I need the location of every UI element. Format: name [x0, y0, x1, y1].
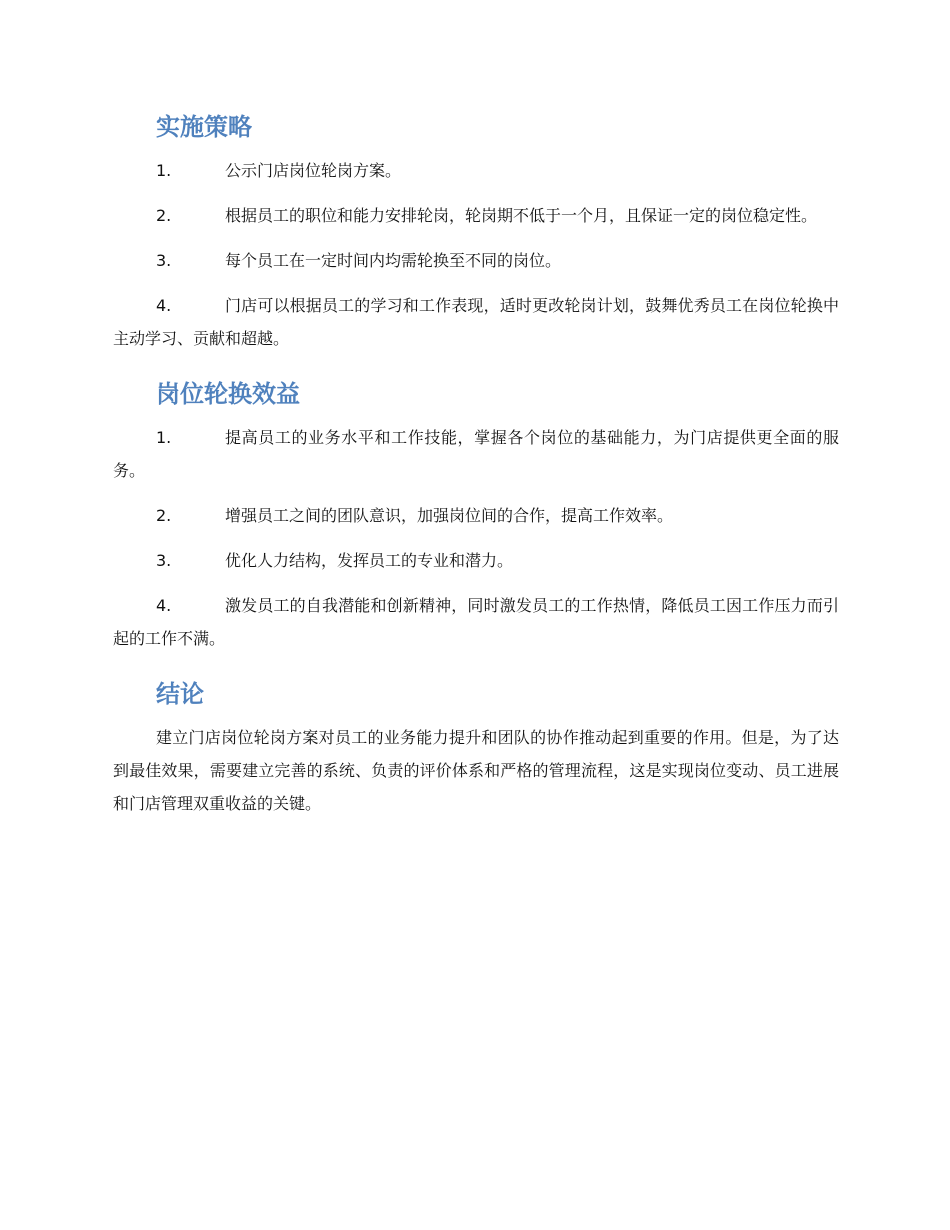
- list-item-number: 3.: [156, 251, 172, 270]
- list-item: [113, 499, 839, 532]
- list-item-text: 激发员工的自我潜能和创新精神，同时激发员工的工作热情，降低员工因工作压力而引起的工作不满。: [113, 596, 839, 648]
- section-heading: 实施策略: [156, 113, 252, 141]
- list-item-number: 4.: [156, 596, 172, 615]
- list-item-number: 1.: [156, 161, 172, 180]
- list-item-number: 2.: [156, 506, 172, 525]
- list-item: [113, 244, 839, 277]
- list-item: [113, 544, 839, 577]
- list-item: [113, 199, 839, 232]
- list-item-text: 根据员工的职位和能力安排轮岗，轮岗期不低于一个月，且保证一定的岗位稳定性。: [225, 206, 818, 225]
- list-item-number: 2.: [156, 206, 172, 225]
- list-item-text: 提高员工的业务水平和工作技能，掌握各个岗位的基础能力，为门店提供更全面的服务。: [113, 428, 839, 480]
- section-heading: 结论: [156, 680, 204, 708]
- list-item-text: 公示门店岗位轮岗方案。: [225, 161, 402, 180]
- list-item: [113, 154, 839, 187]
- list-item-text: 每个员工在一定时间内均需轮换至不同的岗位。: [225, 251, 562, 270]
- section-rotation-benefits: [113, 367, 839, 655]
- conclusion-paragraph: 建立门店岗位轮岗方案对员工的业务能力提升和团队的协作推动起到重要的作用。但是，为了达到最佳效果，需要建立完善的系统、负责的评价体系和严格的管理流程，这是实现岗位变动、员工进展和门店管理双重收益的关键。: [113, 728, 839, 813]
- list-item-text: 门店可以根据员工的学习和工作表现，适时更改轮岗计划，鼓舞优秀员工在岗位轮换中主动学习、贡献和超越。: [113, 296, 839, 348]
- list-item-text: 优化人力结构，发挥员工的专业和潜力。: [225, 551, 514, 570]
- list-item-number: 3.: [156, 551, 172, 570]
- section-heading: 岗位轮换效益: [156, 380, 300, 408]
- list-item-text: 增强员工之间的团队意识，加强岗位间的合作，提高工作效率。: [225, 506, 674, 525]
- document-page: [113, 100, 839, 820]
- list-item-number: 4.: [156, 296, 172, 315]
- section-implementation-strategy: [113, 100, 839, 355]
- list-item-number: 1.: [156, 428, 172, 447]
- list-item: [113, 289, 839, 355]
- list-item: [113, 421, 839, 487]
- list-item: [113, 589, 839, 655]
- section-conclusion: [113, 667, 839, 820]
